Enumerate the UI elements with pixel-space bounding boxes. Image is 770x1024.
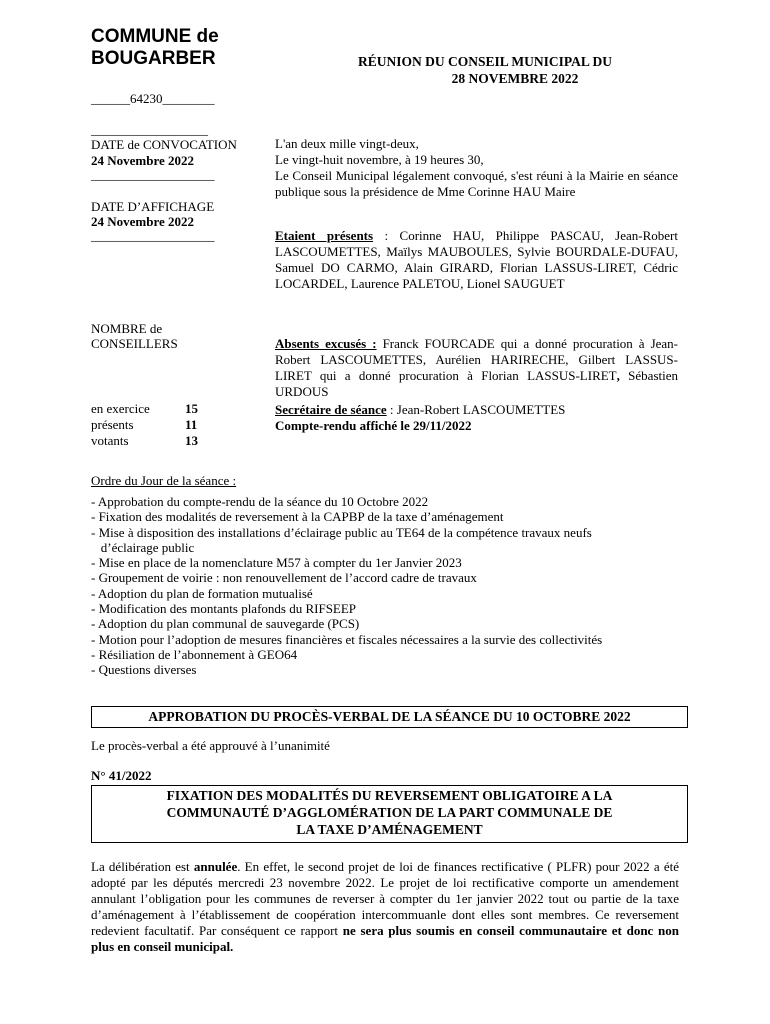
agenda-item: - Approbation du compte-rendu de la séance du 10 Octobre 2022 — [91, 494, 429, 509]
agenda-item: - Mise à disposition des installations d’éclairage public au TE64 de la compétence travaux neufs — [91, 524, 592, 540]
body-bold-conclusion: ne sera plus soumis en conseil communautaire et donc non plus en conseil municipal. — [91, 923, 679, 954]
affichage-label: DATE D’AFFICHAGE — [91, 199, 215, 214]
presents-text: : Corinne HAU, Philippe PASCAU, Jean-Robert LASCOUMETTES, Maïlys MAUBOULES, Sylvie BOURDALE-DUFAU, Samuel DO CARMO, Alain GIRARD, Florian LASSUS-LIRET, Cédric LOCARDEL, Laurence PALETOU, Lionel SAUGUET — [275, 228, 678, 291]
count-label: votants — [91, 433, 129, 448]
convocation-date: 24 Novembre 2022 — [91, 153, 195, 168]
agenda-item: - Mise en place de la nomenclature M57 à compter du 1er Janvier 2023 — [91, 555, 462, 571]
commune-line-2: BOUGARBER — [91, 48, 216, 69]
absents-paragraph — [275, 336, 678, 400]
agenda-item: - Groupement de voirie : non renouvellement de l’accord cadre de travaux — [91, 570, 477, 586]
absents-text-end: Sébastien URDOUS — [275, 368, 678, 399]
secretaire-label: Secrétaire de séance — [275, 402, 387, 417]
meeting-title — [300, 53, 670, 87]
count-label: présents — [91, 417, 134, 432]
nombre-label-line-1: NOMBRE de — [91, 321, 163, 336]
meeting-title-line-2: 28 NOVEMBRE 2022 — [451, 71, 579, 86]
separator-line: ___________________ — [91, 228, 215, 243]
approval-text: Le procès-verbal a été approuvé à l’unanimité — [91, 738, 330, 753]
approval-title-box: APPROBATION DU PROCÈS-VERBAL DE LA SÉANCE DU 10 OCTOBRE 2022 — [91, 706, 688, 728]
commune-title — [91, 26, 219, 70]
body-bold: annulée — [193, 859, 238, 874]
agenda-item: - Résiliation de l’abonnement à GEO64 — [91, 646, 298, 662]
absents-text: Franck FOURCADE qui a donné procuration à Jean-Robert LASCOUMETTES, Aurélien HARIRECHE, Gilbert LASSUS-LIRET qui a donné procuration à Florian LASSUS-LIRET — [275, 336, 678, 383]
separator-line: __________________ — [91, 122, 208, 137]
count-label: en exercice — [91, 401, 150, 416]
agenda-item: - Questions diverses — [91, 662, 197, 678]
count-row — [91, 417, 198, 433]
agenda-item: - Adoption du plan de formation mutualisé — [91, 585, 313, 601]
agenda-item: d’éclairage public — [91, 539, 195, 555]
meeting-title-line-1: RÉUNION DU CONSEIL MUNICIPAL DU — [357, 54, 613, 69]
count-value: 11 — [185, 417, 198, 432]
affichage-date: 24 Novembre 2022 — [91, 214, 195, 229]
intro-line-3: Le Conseil Municipal légalement convoqué, s'est réuni à la Mairie en séance publique sous la présidence de Mme Corinne HAU Maire — [275, 168, 678, 199]
agenda-item: - Modification des montants plafonds du RIFSEEP — [91, 601, 357, 617]
count-row — [91, 433, 198, 449]
agenda-item: - Fixation des modalités de reversement à la CAPBP de la taxe d’aménagement — [91, 509, 504, 525]
nombre-label-line-2: CONSEILLERS — [91, 336, 178, 351]
presents-paragraph — [275, 228, 678, 292]
deliberation-body — [91, 859, 679, 955]
deliberation-title-line-2: COMMUNAUTÉ D’AGGLOMÉRATION DE LA PART COMMUNALE DE — [166, 805, 613, 820]
agenda-item: - Motion pour l’adoption de mesures financières et fiscales nécessaires a la survie des collectivités — [91, 631, 603, 647]
intro-line-2: Le vingt-huit novembre, à 19 heures 30, — [275, 152, 484, 167]
postcode-line: ______64230________ — [91, 91, 215, 106]
count-value: 13 — [185, 433, 198, 448]
deliberation-number: N° 41/2022 — [91, 768, 152, 783]
body-text: . En effet, le second projet de loi de finances rectificative ( PLFR) pour 2022 a été adopté par les députés mercredi 23 novembre 2022. Le projet de loi rectificative comporte un amendement annulant l’obligation pour les communes de reverser à compter du 1er janvier 2022 tout ou partie de la taxe d’aménagement à l’établissement de coopération intercommuanle dont elles sont membres. Ce reversement redevient facultatif. Par conséquent ce rapport — [91, 859, 679, 938]
absents-label: Absents excusés : — [275, 336, 377, 351]
intro-block — [275, 136, 678, 200]
separator-line: ___________________ — [91, 167, 215, 182]
count-row — [91, 401, 198, 417]
body-text: La délibération est — [91, 859, 194, 874]
council-counts — [91, 401, 198, 449]
count-value: 15 — [185, 401, 198, 416]
commune-line-1: COMMUNE de — [91, 26, 219, 47]
deliberation-title-line-3: LA TAXE D’AMÉNAGEMENT — [296, 822, 483, 837]
compte-rendu-line: Compte-rendu affiché le 29/11/2022 — [275, 418, 472, 433]
secretaire-text: : Jean-Robert LASCOUMETTES — [386, 402, 566, 417]
deliberation-title-box — [91, 785, 688, 843]
intro-line-1: L'an deux mille vingt-deux, — [275, 136, 419, 151]
deliberation-title-line-1: FIXATION DES MODALITÉS DU REVERSEMENT OBLIGATOIRE A LA — [166, 788, 613, 803]
secretaire-line — [275, 402, 678, 418]
convocation-label: DATE de CONVOCATION — [91, 137, 237, 152]
agenda-item: - Adoption du plan communal de sauvegarde (PCS) — [91, 616, 360, 632]
absents-comma: , — [616, 368, 620, 383]
presents-label: Etaient présents — [275, 228, 374, 243]
agenda-title: Ordre du Jour de la séance : — [91, 473, 237, 488]
agenda-list — [91, 494, 691, 678]
